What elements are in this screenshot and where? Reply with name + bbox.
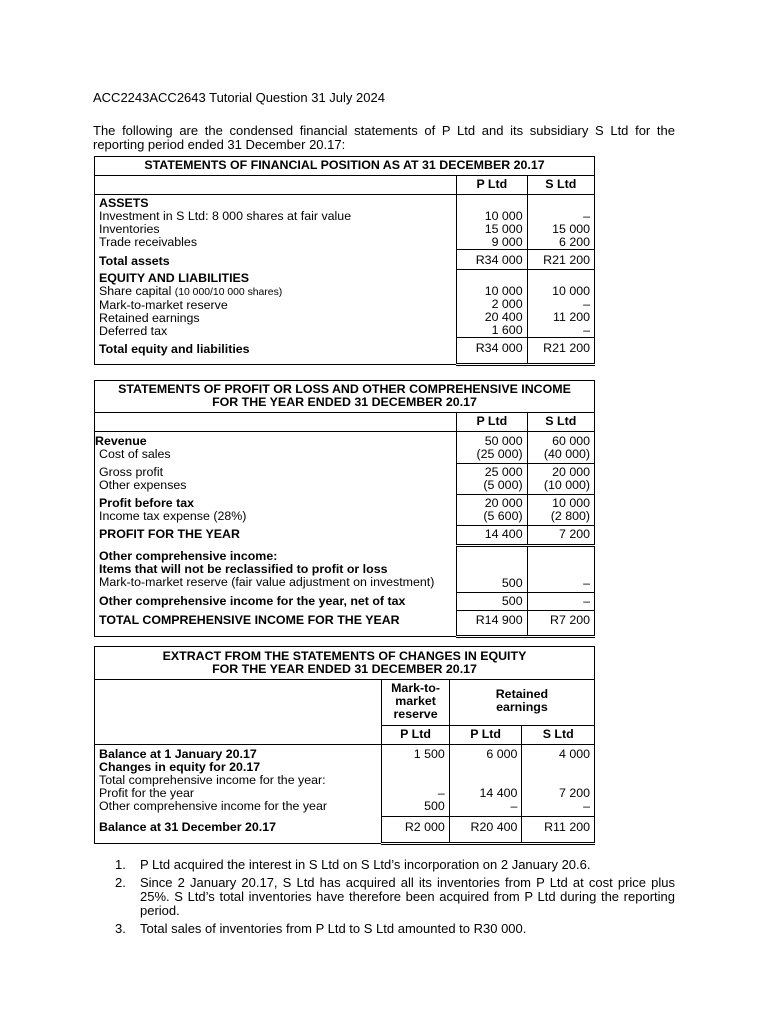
tci-year-label: Total comprehensive income for the year:	[99, 773, 326, 787]
revenue-label: Revenue	[95, 434, 147, 448]
table-cell-value: 11 200	[553, 310, 590, 324]
table-cell-value: 50 000	[484, 434, 523, 448]
balance-close-s: R11 200	[522, 817, 595, 844]
oci-net-label: Other comprehensive income for the year, net of tax	[95, 593, 457, 611]
pfy-label: PROFIT FOR THE YEAR	[95, 526, 457, 546]
changes-label: Changes in equity for 20.17	[99, 760, 261, 774]
pbt-label: Profit before tax	[99, 495, 195, 510]
document-title: ACC2243ACC2643 Tutorial Question 31 July 2024	[93, 90, 385, 105]
sofp-table	[94, 156, 595, 366]
total-assets-label: Total assets	[95, 250, 457, 270]
oci-label: Other comprehensive income:	[99, 548, 278, 563]
sofp-header-blank	[95, 176, 457, 195]
other-expenses-label: Other expenses	[99, 477, 187, 492]
table-cell-value: 20 000	[552, 465, 590, 479]
soce-table	[94, 646, 595, 845]
note-number: 2.	[115, 875, 126, 890]
list-item	[115, 858, 675, 872]
total-equity-s: R21 200	[527, 338, 594, 365]
table-cell-value: (2 800)	[550, 509, 590, 523]
table-cell-value: –	[583, 209, 590, 223]
oci-net-s: –	[527, 593, 594, 611]
intro-paragraph: The following are the condensed financial statements of P Ltd and its subsidiary S Ltd for the reporting period ended 31 December 20.17:	[93, 123, 675, 152]
table-cell-value: –	[510, 799, 518, 813]
balance-close-m: R2 000	[382, 817, 450, 844]
table-row-label: Investment in S Ltd: 8 000 shares at fair value	[99, 209, 352, 223]
table-row-label: Trade receivables	[99, 235, 198, 249]
table-cell-value: 15 000	[552, 222, 590, 236]
table-cell-value: 7 200	[558, 786, 590, 800]
note-text: P Ltd acquired the interest in S Ltd on S Ltd’s incorporation on 2 January 20.6.	[140, 857, 591, 872]
total-assets-s: R21 200	[527, 250, 594, 270]
mtm-label: Mark-to-market reserve (fair value adjustment on investment)	[99, 574, 435, 589]
pfy-p: 14 400	[457, 526, 528, 546]
share-capital-note: (10 000/10 000 shares)	[174, 286, 283, 298]
sopl-heading: STATEMENTS OF PROFIT OR LOSS AND OTHER COMPREHENSIVE INCOME FOR THE YEAR ENDED 31 DECEMBER 20.17	[95, 381, 595, 413]
sofp-col-p: P Ltd	[457, 176, 528, 195]
equity-label: EQUITY AND LIABILITIES	[99, 270, 250, 285]
table-cell-value: 10 000	[484, 209, 523, 223]
sopl-header-blank	[95, 413, 457, 432]
tci-label: TOTAL COMPREHENSIVE INCOME FOR THE YEAR	[95, 611, 457, 637]
sopl-col-p: P Ltd	[457, 413, 528, 432]
balance-close-p: R20 400	[449, 817, 522, 844]
total-equity-p: R34 000	[457, 338, 528, 365]
note-text: Total sales of inventories from P Ltd to S Ltd amounted to R30 000.	[140, 921, 527, 936]
table-cell-value: –	[583, 323, 590, 337]
table-cell-value: 20 400	[484, 310, 523, 324]
oci-year-label: Other comprehensive income for the year	[99, 799, 327, 813]
table-cell-value: 10 000	[484, 284, 523, 298]
table-cell-value: 14 400	[479, 786, 518, 800]
note-text: Since 2 January 20.17, S Ltd has acquired all its inventories from P Ltd at cost price plus 25%. S Ltd’s total inventories have therefore been acquired from P Ltd during the reporting period.	[140, 875, 675, 918]
table-cell-value: 20 000	[484, 496, 523, 510]
table-cell-value: (25 000)	[476, 447, 523, 461]
list-item	[115, 922, 675, 936]
table-cell-value: (40 000)	[543, 447, 590, 461]
soce-heading: EXTRACT FROM THE STATEMENTS OF CHANGES IN EQUITY FOR THE YEAR ENDED 31 DECEMBER 20.17	[95, 647, 595, 680]
table-cell-value: –	[583, 576, 590, 590]
table-cell-value: –	[583, 297, 590, 311]
total-equity-label: Total equity and liabilities	[95, 338, 457, 365]
table-cell-value: (5 600)	[483, 509, 523, 523]
balance-close-label: Balance at 31 December 20.17	[95, 817, 382, 844]
sopl-table	[94, 380, 595, 638]
sofp-col-s: S Ltd	[527, 176, 594, 195]
income-tax-label: Income tax expense (28%)	[99, 508, 247, 523]
table-cell-value: –	[583, 799, 590, 813]
table-row-label: Mark-to-market reserve	[99, 297, 228, 312]
cost-of-sales-label: Cost of sales	[99, 447, 171, 461]
pfy-s: 7 200	[527, 526, 594, 546]
soce-col-s: S Ltd	[522, 726, 595, 745]
table-cell-value: 9 000	[491, 235, 523, 249]
soce-col-p1: P Ltd	[382, 726, 450, 745]
balance-open-label: Balance at 1 January 20.17	[99, 747, 257, 761]
table-cell-value: 10 000	[552, 496, 590, 510]
table-cell-value: 6 000	[486, 747, 518, 761]
table-cell-value: –	[437, 786, 445, 800]
sopl-col-s: S Ltd	[527, 413, 594, 432]
soce-col-re: Retained earnings	[449, 680, 594, 726]
table-cell-value: 25 000	[484, 465, 523, 479]
table-row-label: Retained earnings	[99, 310, 200, 325]
oci-net-p: 500	[457, 593, 528, 611]
table-cell-value: 1 500	[413, 747, 445, 761]
table-cell-value: (5 000)	[483, 478, 523, 492]
note-number: 1.	[115, 857, 126, 872]
table-cell-value: 4 000	[558, 747, 590, 761]
note-number: 3.	[115, 921, 126, 936]
table-cell-value: 500	[424, 799, 445, 813]
oci-sub-label: Items that will not be reclassified to profit or loss	[99, 561, 388, 576]
soce-col-p2: P Ltd	[449, 726, 522, 745]
table-row-label: Inventories	[99, 222, 160, 236]
soce-col-mtm: Mark-to-market reserve	[382, 680, 450, 726]
list-item	[115, 876, 675, 918]
table-cell-value: 15 000	[484, 222, 523, 236]
table-cell-value: 500	[501, 576, 523, 590]
share-capital-label: Share capital	[99, 283, 172, 298]
notes-list	[115, 858, 675, 940]
table-cell-value: 6 200	[558, 235, 590, 249]
assets-label: ASSETS	[99, 196, 149, 210]
table-cell-value: 2 000	[491, 297, 523, 311]
sofp-heading: STATEMENTS OF FINANCIAL POSITION AS AT 31 DECEMBER 20.17	[95, 157, 595, 176]
table-cell-value: 1 600	[491, 323, 523, 337]
soce-header-blank	[95, 680, 382, 745]
table-cell-value: 60 000	[552, 434, 590, 448]
total-assets-p: R34 000	[457, 250, 528, 270]
profit-year-label: Profit for the year	[99, 786, 195, 800]
tci-s: R7 200	[527, 611, 594, 637]
gross-profit-label: Gross profit	[99, 464, 164, 479]
tci-p: R14 900	[457, 611, 528, 637]
table-cell-value: 10 000	[552, 284, 590, 298]
table-cell-value: (10 000)	[543, 478, 590, 492]
table-row-label: Deferred tax	[99, 323, 168, 338]
